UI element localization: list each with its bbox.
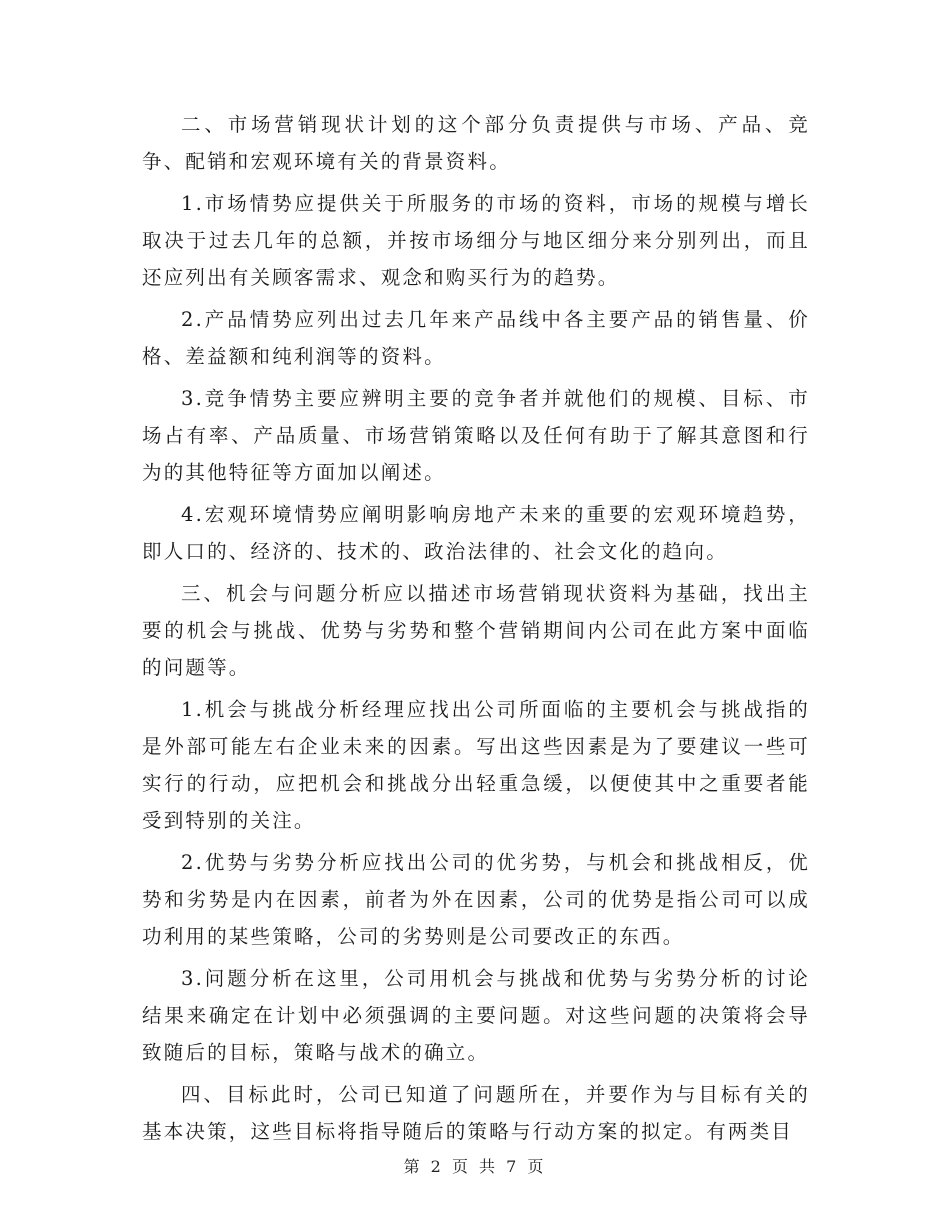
document-body (142, 106, 810, 1155)
paragraph-product-situation: 2.产品情势应列出过去几年来产品线中各主要产品的销售量、价格、差益额和纯利润等的资料。 (142, 308, 810, 368)
paragraph-strength-weakness: 2.优势与劣势分析应找出公司的优劣势，与机会和挑战相反，优势和劣势是内在因素，前者为外在因素，公司的优势是指公司可以成功利用的某些策略，公司的劣势则是公司要改正的东西。 (142, 851, 810, 948)
paragraph-section-2-intro: 二、市场营销现状计划的这个部分负责提供与市场、产品、竞争、配销和宏观环境有关的背景资料。 (142, 113, 810, 173)
paragraph-macro-environment: 4.宏观环境情势应阐明影响房地产未来的重要的宏观环境趋势，即人口的、经济的、技术的、政治法律的、社会文化的趋向。 (142, 503, 810, 563)
paragraph-section-3-intro: 三、机会与问题分析应以描述市场营销现状资料为基础，找出主要的机会与挑战、优势与劣势和整个营销期间内公司在此方案中面临的问题等。 (142, 582, 810, 679)
page-number-footer: 第 2 页 共 7 页 (403, 1157, 547, 1176)
paragraph-section-4-intro: 四、目标此时，公司已知道了问题所在，并要作为与目标有关的基本决策，这些目标将指导随后的策略与行动方案的拟定。有两类目 (142, 1083, 810, 1143)
paragraph-market-situation: 1.市场情势应提供关于所服务的市场的资料，市场的规模与增长取决于过去几年的总额，并按市场细分与地区细分来分别列出，而且还应列出有关顾客需求、观念和购买行为的趋势。 (142, 192, 810, 289)
paragraph-problem-analysis: 3.问题分析在这里，公司用机会与挑战和优势与劣势分析的讨论结果来确定在计划中必须强调的主要问题。对这些问题的决策将会导致随后的目标，策略与战术的确立。 (142, 967, 810, 1064)
paragraph-opportunity-analysis: 1.机会与挑战分析经理应找出公司所面临的主要机会与挑战指的是外部可能左右企业未来的因素。写出这些因素是为了要建议一些可实行的行动，应把机会和挑战分出轻重急缓，以便使其中之重要者能受到特别的关注。 (142, 698, 810, 832)
paragraph-competition-situation: 3.竞争情势主要应辨明主要的竞争者并就他们的规模、目标、市场占有率、产品质量、市场营销策略以及任何有助于了解其意图和行为的其他特征等方面加以阐述。 (142, 387, 810, 484)
